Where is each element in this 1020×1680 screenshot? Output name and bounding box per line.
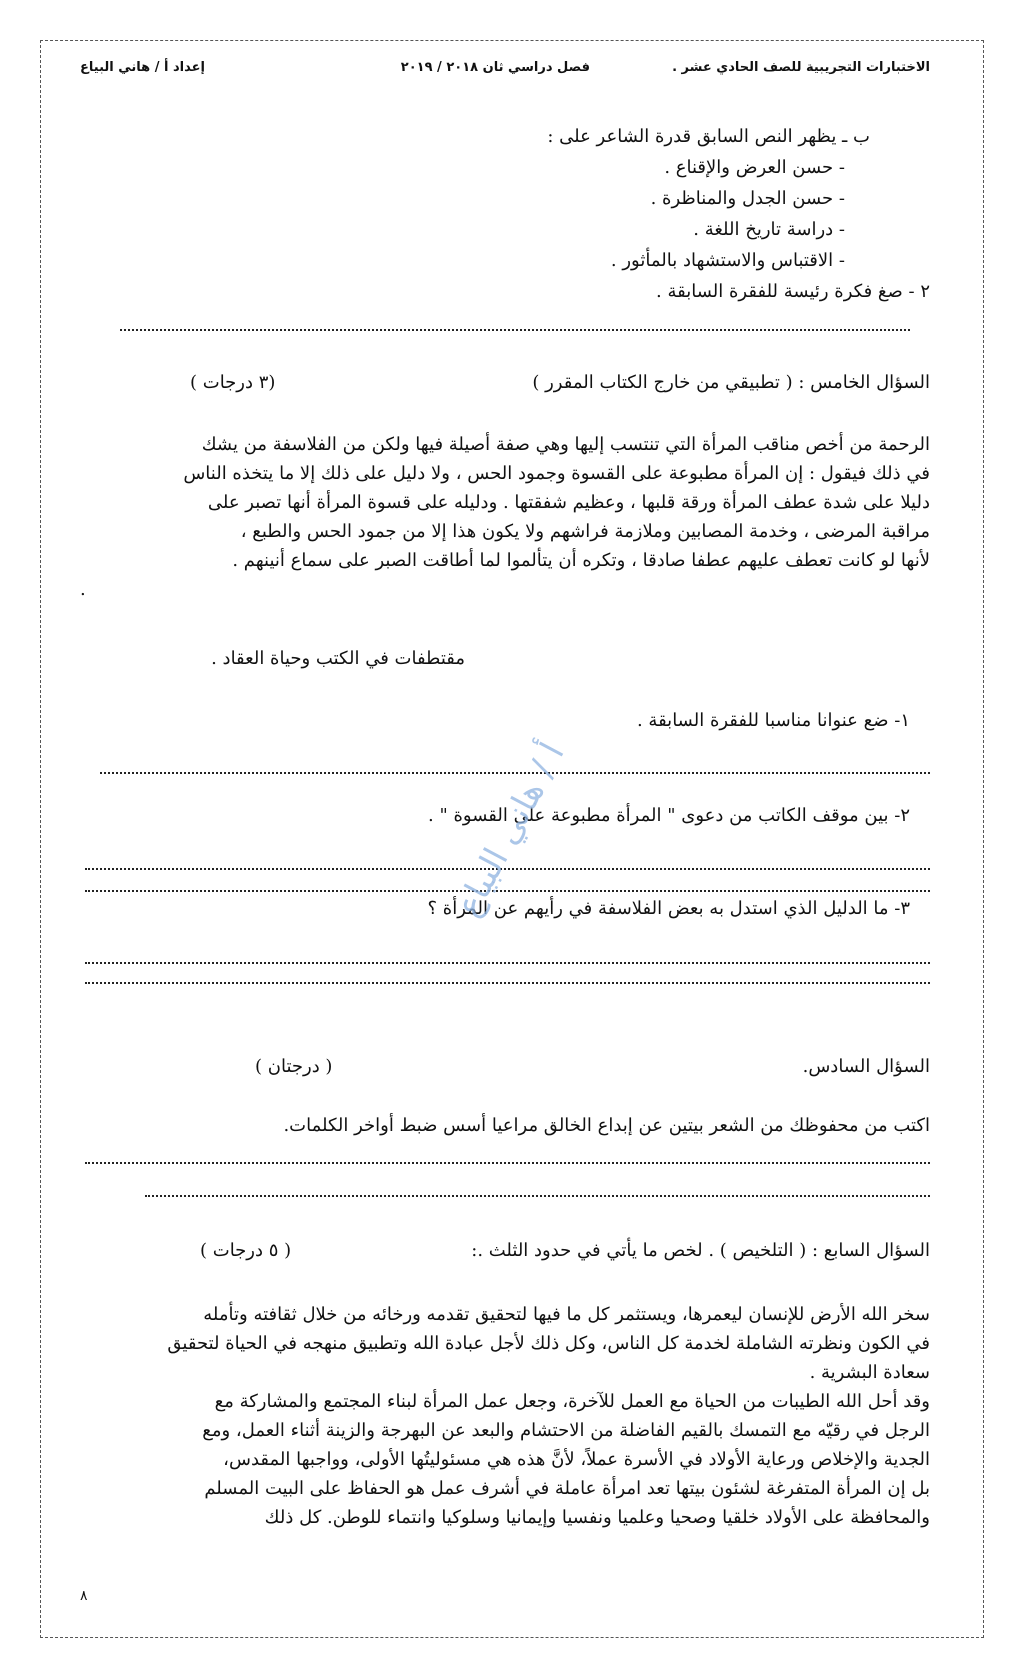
option-item: - دراسة تاريخ اللغة . — [693, 219, 845, 240]
answer-line[interactable] — [145, 1195, 930, 1197]
q7-title: السؤال السابع : ( التلخيص ) . لخص ما يأتي في حدود الثلث .: — [471, 1240, 930, 1261]
q5-passage — [80, 430, 930, 604]
passage-line: في ذلك فيقول : إن المرأة مطبوعة على القسوة وجمود الحس ، ولا دليل على ذلك إلا ما يتخذه الناس — [183, 463, 930, 484]
answer-line[interactable] — [85, 890, 930, 892]
paragraph-line: سخر الله الأرض للإنسان ليعمرها، ويستثمر كل ما فيها لتحقيق تقدمه ورخائه من خلال ثقافته وتأمله — [203, 1304, 930, 1325]
q5-question-2: ٢- بين موقف الكاتب من دعوى " المرأة مطبوعة على القسوة " . — [428, 805, 910, 826]
option-item: - حسن الجدل والمناظرة . — [650, 188, 845, 209]
answer-line[interactable] — [120, 329, 910, 331]
watermark-text: أ / هاني البياع — [447, 736, 573, 924]
passage-line: مراقبة المرضى ، وخدمة المصابين وملازمة فراشهم ولا يكون هذا إلا من جمود الحس والطبع ، — [240, 521, 930, 542]
q5-question-3: ٣- ما الدليل الذي استدل به بعض الفلاسفة في رأيهم عن المرأة ؟ — [427, 898, 910, 919]
header-term: فصل دراسي ثان ٢٠١٨ / ٢٠١٩ — [400, 60, 590, 75]
answer-line[interactable] — [85, 982, 930, 984]
q7-paragraph-1 — [80, 1300, 930, 1532]
paragraph-line: وقد أحل الله الطيبات من الحياة مع العمل للآخرة، وجعل عمل المرأة لبناء المجتمع والمشاركة مع — [214, 1391, 930, 1412]
answer-line[interactable] — [85, 962, 930, 964]
q5-title: السؤال الخامس : ( تطبيقي من خارج الكتاب المقرر ) — [532, 372, 930, 393]
paragraph-line: الرجل في رقيّه مع التمسك بالقيم الفاضلة من الاحتشام والبعد عن البهرجة والزينة أثناء العمل، ومع — [202, 1420, 930, 1441]
header-title: الاختبارات التجريبية للصف الحادي عشر . — [672, 60, 930, 75]
passage-line: لأنها لو كانت تعطف عليهم عطفا صادقا ، وتكره أن يتألموا لما أطاقت الصبر على سماع أنينهم . — [232, 550, 930, 571]
passage-line: الرحمة من أخص مناقب المرأة التي تنتسب إليها وهي صفة أصيلة فيها ولكن من الفلاسفة من يشك — [201, 434, 930, 455]
q5-source: مقتطفات في الكتب وحياة العقاد . — [211, 648, 465, 669]
paragraph-line: سعادة البشرية . — [809, 1362, 930, 1383]
q6-marks: ( درجتان ) — [255, 1056, 333, 1077]
header-author: إعداد أ / هاني البياع — [80, 60, 205, 75]
q5-question-1: ١- ضع عنوانا مناسبا للفقرة السابقة . — [636, 710, 910, 731]
q6-text: اكتب من محفوظك من الشعر بيتين عن إبداع الخالق مراعيا أسس ضبط أواخر الكلمات. — [283, 1115, 930, 1136]
answer-line[interactable] — [85, 868, 930, 870]
q7-marks: ( ٥ درجات ) — [200, 1240, 292, 1261]
option-item: - الاقتباس والاستشهاد بالمأثور . — [610, 250, 845, 271]
paragraph-line: الجدية والإخلاص ورعاية الأولاد في الأسرة عملاً، لأنَّ هذه هي مسئوليتُها الأولى، وواجبها المقدس، — [223, 1449, 930, 1470]
page-number: ٨ — [80, 1588, 88, 1604]
paragraph-line: بل إن المرأة المتفرغة لشئون بيتها تعد امرأة عاملة في أشرف عمل هو الحفاظ على البيت المسلم — [204, 1478, 930, 1499]
answer-line[interactable] — [100, 772, 930, 774]
passage-line: . — [80, 579, 86, 600]
question-b-stem: ب ـ يظهر النص السابق قدرة الشاعر على : — [547, 126, 870, 147]
q5-marks: (٣ درجات ) — [190, 372, 276, 393]
answer-line[interactable] — [85, 1162, 930, 1164]
paragraph-line: والمحافظة على الأولاد خلقيا وصحيا وعلميا ونفسيا وإيمانيا وسلوكيا وانتماء للوطن. كل ذلك — [264, 1507, 930, 1528]
paragraph-line: في الكون ونظرته الشاملة لخدمة كل الناس، وكل ذلك لأجل عبادة الله وتطبيق منهجه في الحياة لتحقيق — [167, 1333, 930, 1354]
passage-line: دليلا على شدة عطف المرأة ورقة قلبها ، وعظيم شفقتها . ودليله على قسوة المرأة أنها تصبر على — [207, 492, 930, 513]
question-b-2: ٢ - صغ فكرة رئيسة للفقرة السابقة . — [656, 281, 930, 302]
q6-title: السؤال السادس. — [802, 1056, 930, 1077]
option-item: - حسن العرض والإقناع . — [664, 157, 845, 178]
